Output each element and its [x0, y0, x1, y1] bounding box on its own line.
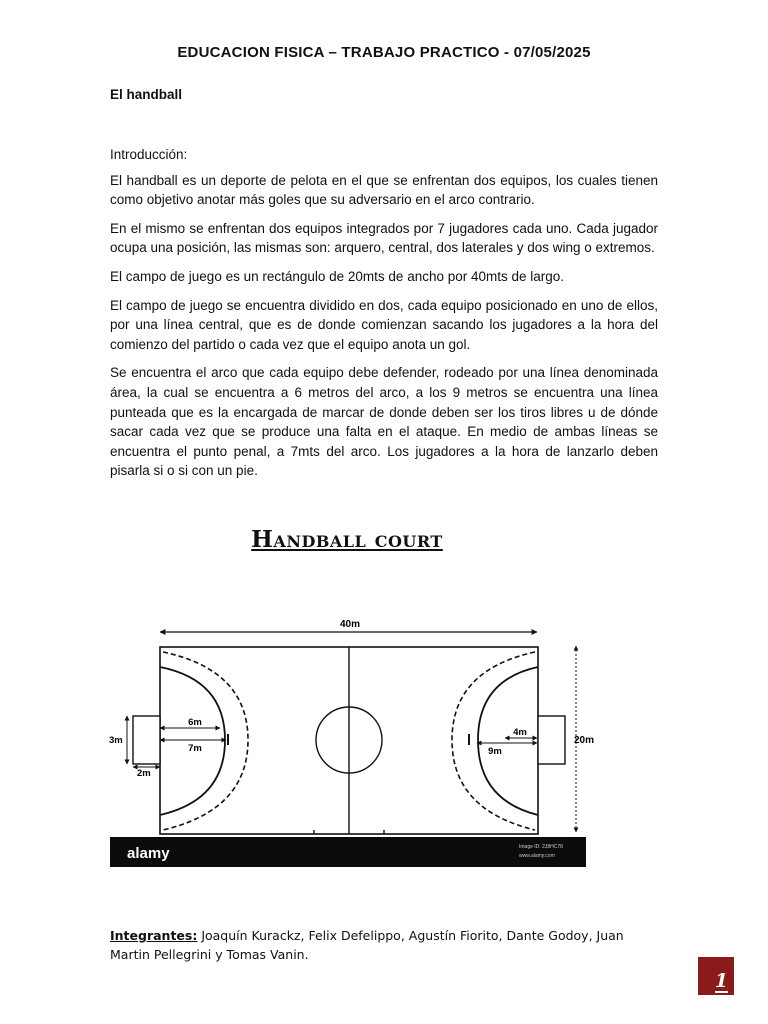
watermark-site: www.alamy.com [519, 853, 555, 859]
body-text [110, 145, 658, 490]
paragraph: El handball es un deporte de pelota en el que se enfrentan dos equipos, los cuales tienen como objetivo anotar más goles que su adversario en el arco contrario. [110, 172, 658, 208]
watermark-image-id: Image ID: 2J8HC78 [519, 844, 563, 850]
length-label: 40m [339, 619, 361, 630]
left-goal [133, 716, 160, 764]
right-9m-label: 9m [488, 746, 502, 757]
section-title: El handball [110, 87, 183, 102]
members-label: Integrantes: [110, 928, 198, 943]
watermark-band [110, 837, 586, 867]
intro-label: Introducción: [110, 147, 188, 162]
paragraph: El campo de juego es un rectángulo de 20mts de ancho por 40mts de largo. [110, 268, 565, 284]
figure-title: Handball court [251, 526, 443, 553]
handball-court-diagram [105, 610, 595, 870]
goal-depth-label: 2m [137, 768, 151, 779]
left-7m-label: 7m [188, 743, 202, 754]
paragraph: El campo de juego se encuentra dividido en dos, cada equipo posicionado en uno de ellos, por una línea central, que es de donde comienzan sacando los jugadores a la hora del comienzo del partido o cada vez que el equipo anota un gol. [110, 297, 658, 352]
watermark-brand: alamy [127, 845, 170, 862]
goal-width-label: 3m [109, 735, 123, 746]
members-names: Joaquín Kurackz, Felix Defelippo, Agustín Fiorito, Dante Godoy, Juan Martin Pellegrini y Tomas Vanin. [110, 928, 624, 962]
document-header: EDUCACION FISICA – TRABAJO PRACTICO - 07/05/2025 [177, 44, 591, 61]
width-label: 20m [574, 735, 595, 746]
right-goal [538, 716, 565, 764]
page-number: 1 [714, 970, 728, 992]
right-4m-label: 4m [513, 727, 527, 738]
left-6m-label: 6m [188, 717, 202, 728]
page-number-badge [698, 957, 734, 995]
paragraph: Se encuentra el arco que cada equipo debe defender, rodeado por una línea denominada área, la cual se encuentra a 6 metros del arco, a los 9 metros se encuentra una línea punteada que es la encargada de marcar de donde deben ser los tiros libres u de dónde sacar cada vez que se produce una falta en el ataque. En medio de ambas líneas se encuentra el punto penal, a 7mts del arco. Los jugadores a la hora de lanzarlo deben pisarla si o si con un pie. [110, 365, 658, 479]
paragraph: En el mismo se enfrentan dos equipos integrados por 7 jugadores cada uno. Cada jugador ocupa una posición, las mismas son: arquero, central, dos laterales y dos wing o extremos. [110, 220, 658, 256]
members-line [110, 926, 630, 964]
